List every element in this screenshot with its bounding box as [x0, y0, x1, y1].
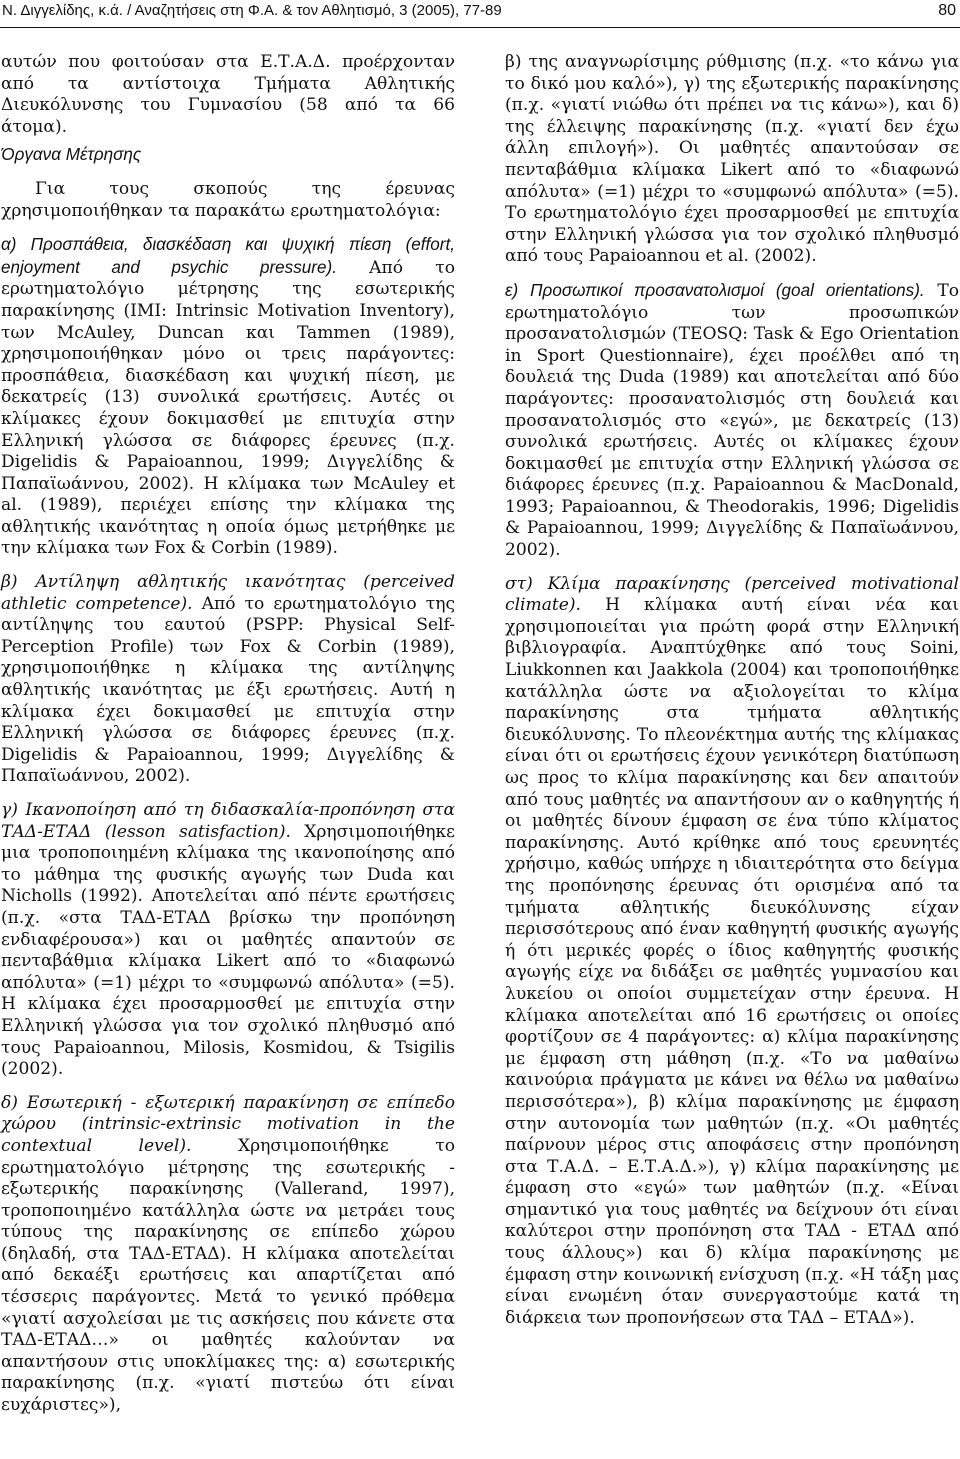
paragraph-instrument-a	[1, 234, 455, 560]
text-instrument-b: Από το ερωτηματολόγιο της αντίληψης του εαυτού (PSPP: Physical Self-Perception Profile) των Fox & Corbin (1989), χρησιμοποιήθηκε η κλίμακα της αντίληψης αθλητικής ικανότητας με έξι ερωτήσεις. Αυτή η κλίμακα έχει δοκιμασθεί με επιτυχία στην Ελληνική γλώσσα σε διάφορες έρευνες (π.χ. Digelidis & Papaioannou, 1999; Διγγελίδης & Παπαϊωάννου, 2002).	[1, 593, 456, 787]
running-head: Ν. Διγγελίδης, κ.ά. / Αναζητήσεις στη Φ.Α. & τον Αθλητισμό, 3 (2005), 77-89	[2, 2, 502, 19]
label-instrument-d: δ) Εσωτερική - εξωτερική παρακίνηση σε επίπεδο χώρου (intrinsic-extrinsic motivation in the contextual level).	[1, 1092, 455, 1156]
paragraph-instrument-c	[1, 800, 455, 1081]
text-instrument-f: Η κλίμακα αυτή είναι νέα και χρησιμοποιείται για πρώτη φορά στην Ελληνική βιβλιογραφία. Αναπτύχθηκε από τους Soini, Liukkonnen και Jaakkola (2004) και τροποποιήθηκε κατάλληλα ώστε να αξιολογείται το κλίμα παρακίνησης στα τμήματα αθλητικής διευκόλυνσης. Το πλεονέκτημα αυτής της κλίμακας είναι ότι οι ερωτήσεις έχουν γενικότερη διατύπωση ως προς το κλίμα παρακίνησης και δεν απαιτούν από τους μαθητές να απαντήσουν αν ο καθηγητής ή οι μαθητές δίνουν έμφαση σε ένα τύπο κλίματος παρακίνησης. Αυτό κρίθηκε από τους ερευνητές χρήσιμο, καθώς υπήρχε η ιδιαιτερότητα στο δείγμα της προπόνησης έρευνας ότι ορισμένα από τα τμήματα αθλητικής διευκόλυνσης είχαν περισσότερους από έναν καθηγητή φυσικής αγωγής ή ότι μερικές φορές ο ίδιος καθηγητής φυσικής αγωγής είχε να διδάξει σε μαθητές γυμνασίου και λυκείου οι οποίοι συμμετείχαν στην έρευνα. Η κλίμακα αποτελείται από 16 ερωτήσεις οι οποίες φορτίζουν σε 4 παράγοντες: α) κλίμα παρακίνησης με έμφαση στη μάθηση (π.χ. «Το να μαθαίνω καινούρια πράγματα με κάνει να θέλω να μαθαίνω περισσότερα»), β) κλίμα παρακίνησης με έμφαση στην αυτονομία των μαθητών (π.χ. «Οι μαθητές παίρνουν μέρος στις αποφάσεις στην προπόνηση στα Τ.Α.Δ. – Ε.Τ.Α.Δ.»), γ) κλίμα παρακίνησης με έμφαση στο «εγώ» των μαθητών (π.χ. «Είναι σημαντικό για τους μαθητές να δείχνουν ότι είναι καλύτεροι στην προπόνηση στα ΤΑΔ - ΕΤΑΔ από τους άλλους») και δ) κλίμα παρακίνησης με έμφαση στην κοινωνική ενίσχυση (π.χ. «Η τάξη μας είναι ενωμένη όταν συνεργαστούμε κατά τη διάρκεια των προπονήσεων στα ΤΑΔ – ΕΤΑΔ»).	[505, 595, 959, 1328]
right-column	[505, 52, 959, 1329]
label-instrument-e: ε) Προσωπικοί προσανατολισμοί (goal orientations).	[505, 280, 925, 300]
label-instrument-a: α) Προσπάθεια, διασκέδαση και ψυχική πίεση (effort, enjoyment and psychic pressure).	[1, 235, 455, 277]
text-instrument-c: Χρησιμοποιήθηκε μια τροποποιημένη κλίμακα της ικανοποίησης από το μάθημα της φυσικής αγωγής των Duda και Nicholls (1992). Αποτελείται από πέντε ερωτήσεις (π.χ. «στα ΤΑΔ-ΕΤΑΔ βρίσκω την προπόνηση ενδιαφέρουσα») και οι μαθητές απαντούν σε πενταβάθμια κλίμακα Likert από το «διαφωνώ απόλυτα» (=1) μέχρι το «συμφωνώ απόλυτα» (=5). Η κλίμακα έχει προσαρμοσθεί με επιτυχία στην Ελληνική γλώσσα για τον σχολικό πληθυσμό από τους Papaioannou, Milosis, Kosmidou, & Tsigilis (2002).	[1, 821, 455, 1080]
header-rule	[0, 27, 960, 28]
label-instrument-c: γ) Ικανοποίηση από τη διδασκαλία-προπόνηση στα ΤΑΔ-ΕΤΑΔ (lesson satisfaction).	[1, 800, 455, 842]
paragraph-instrument-e	[505, 280, 959, 562]
subheading-instruments: Όργανα Μέτρησης	[1, 145, 142, 165]
page-number: 80	[938, 2, 956, 19]
paragraph-instruments-intro: Για τους σκοπούς της έρευνας χρησιμοποιήθηκαν τα παρακάτω ερωτηματολόγια:	[1, 178, 455, 221]
section-subheading	[1, 144, 455, 167]
paragraph-instrument-b	[1, 572, 455, 788]
text-instrument-a: Από το ερωτηματολόγιο μέτρησης της εσωτερικής παρακίνησης (IMI: Intrinsic Motivation Inventory), των McAuley, Duncan και Tammen (1989), χρησιμοποιήθηκαν μόνο οι τρεις παράγοντες: προσπάθεια, διασκέδαση και ψυχική πίεση, με δεκατρείς (13) συνολικά ερωτήσεις. Αυτές οι κλίμακες έχουν δοκιμασθεί με επιτυχία στην Ελληνική γλώσσα σε διάφορες έρευνες (π.χ. Digelidis & Papaioannou, 1999; Διγγελίδης & Παπαϊωάννου, 2002). Η κλίμακα των McAuley et al. (1989), περιέχει επίσης την κλίμακα της αθλητικής ικανότητας η οποία όμως μετρήθηκε με την κλίμακα των Fox & Corbin (1989).	[1, 257, 455, 559]
label-instrument-b: β) Αντίληψη αθλητικής ικανότητας (perceived athletic competence).	[1, 572, 455, 614]
label-instrument-f: στ) Κλίμα παρακίνησης (perceived motivational climate).	[505, 573, 959, 616]
page-header	[0, 0, 960, 30]
text-instrument-e: Το ερωτηματολόγιο των προσωπικών προσανατολισμών (TEOSQ: Task & Ego Orientation in Sport Questionnaire), έχει προέλθει από τη δουλειά της Duda (1989) και αποτελείται από δύο παράγοντες: προσανατολισμός στη δουλειά και προσανατολισμός στο «εγώ», με δεκατρείς (13) συνολικά ερωτήσεις. Αυτές οι κλίμακες έχουν δοκιμασθεί με επιτυχία στην Ελληνική γλώσσα σε διάφορες έρευνες (π.χ. Papaioannou & MacDonald, 1993; Papaioannou, & Theodorakis, 1996; Digelidis & Papaioannou, 1999; Διγγελίδης & Παπαϊωάννου, 2002).	[505, 280, 960, 561]
paragraph-participants: αυτών που φοιτούσαν στα Ε.Τ.Α.Δ. προέρχονταν από τα αντίστοιχα Τμήματα Αθλητικής Διευκόλυνσης του Γυμνασίου (58 από τα 66 άτομα).	[1, 52, 455, 137]
left-column	[1, 52, 455, 1417]
paragraph-instrument-f	[505, 574, 959, 1330]
paragraph-continued: β) της αναγνωρίσιμης ρύθμισης (π.χ. «το κάνω για το δικό μου καλό»), γ) της εξωτερικής παρακίνησης (π.χ. «γιατί νιώθω ότι πρέπει να τις κάνω»), και δ) της έλλειψης παρακίνησης (π.χ. «γιατί δεν έχω άλλη επιλογή»). Οι μαθητές απαντούσαν σε πενταβάθμια κλίμακα Likert από το «διαφωνώ απόλυτα» (=1) μέχρι το «συμφωνώ απόλυτα» (=5). Το ερωτηματολόγιο έχει προσαρμοσθεί με επιτυχία στην Ελληνική γλώσσα για τον σχολικό πληθυσμό από τους Papaioannou et al. (2002).	[505, 52, 959, 267]
paragraph-instrument-d	[1, 1093, 455, 1417]
text-instrument-d: Χρησιμοποιήθηκε το ερωτηματολόγιο μέτρησης της εσωτερικής - εξωτερικής παρακίνησης (Vallerand, 1997), τροποποιημένο κατάλληλα ώστε να μετράει τους τύπους της παρακίνησης σε επίπεδο χώρου (δηλαδή, στα ΤΑΔ-ΕΤΑΔ). Η κλίμακα αποτελείται από δεκαέξι ερωτήσεις και απαρτίζεται από τέσσερις παράγοντες. Μετά το γενικό πρόθεμα «γιατί ασχολείσαι με τις ασκήσεις που κάνετε στα ΤΑΔ-ΕΤΑΔ…» οι μαθητές καλούνταν να απαντήσουν στις υποκλίμακες της: α) εσωτερικής παρακίνησης (π.χ. «γιατί πιστεύω ότι είναι ευχάριστες»),	[1, 1135, 455, 1416]
